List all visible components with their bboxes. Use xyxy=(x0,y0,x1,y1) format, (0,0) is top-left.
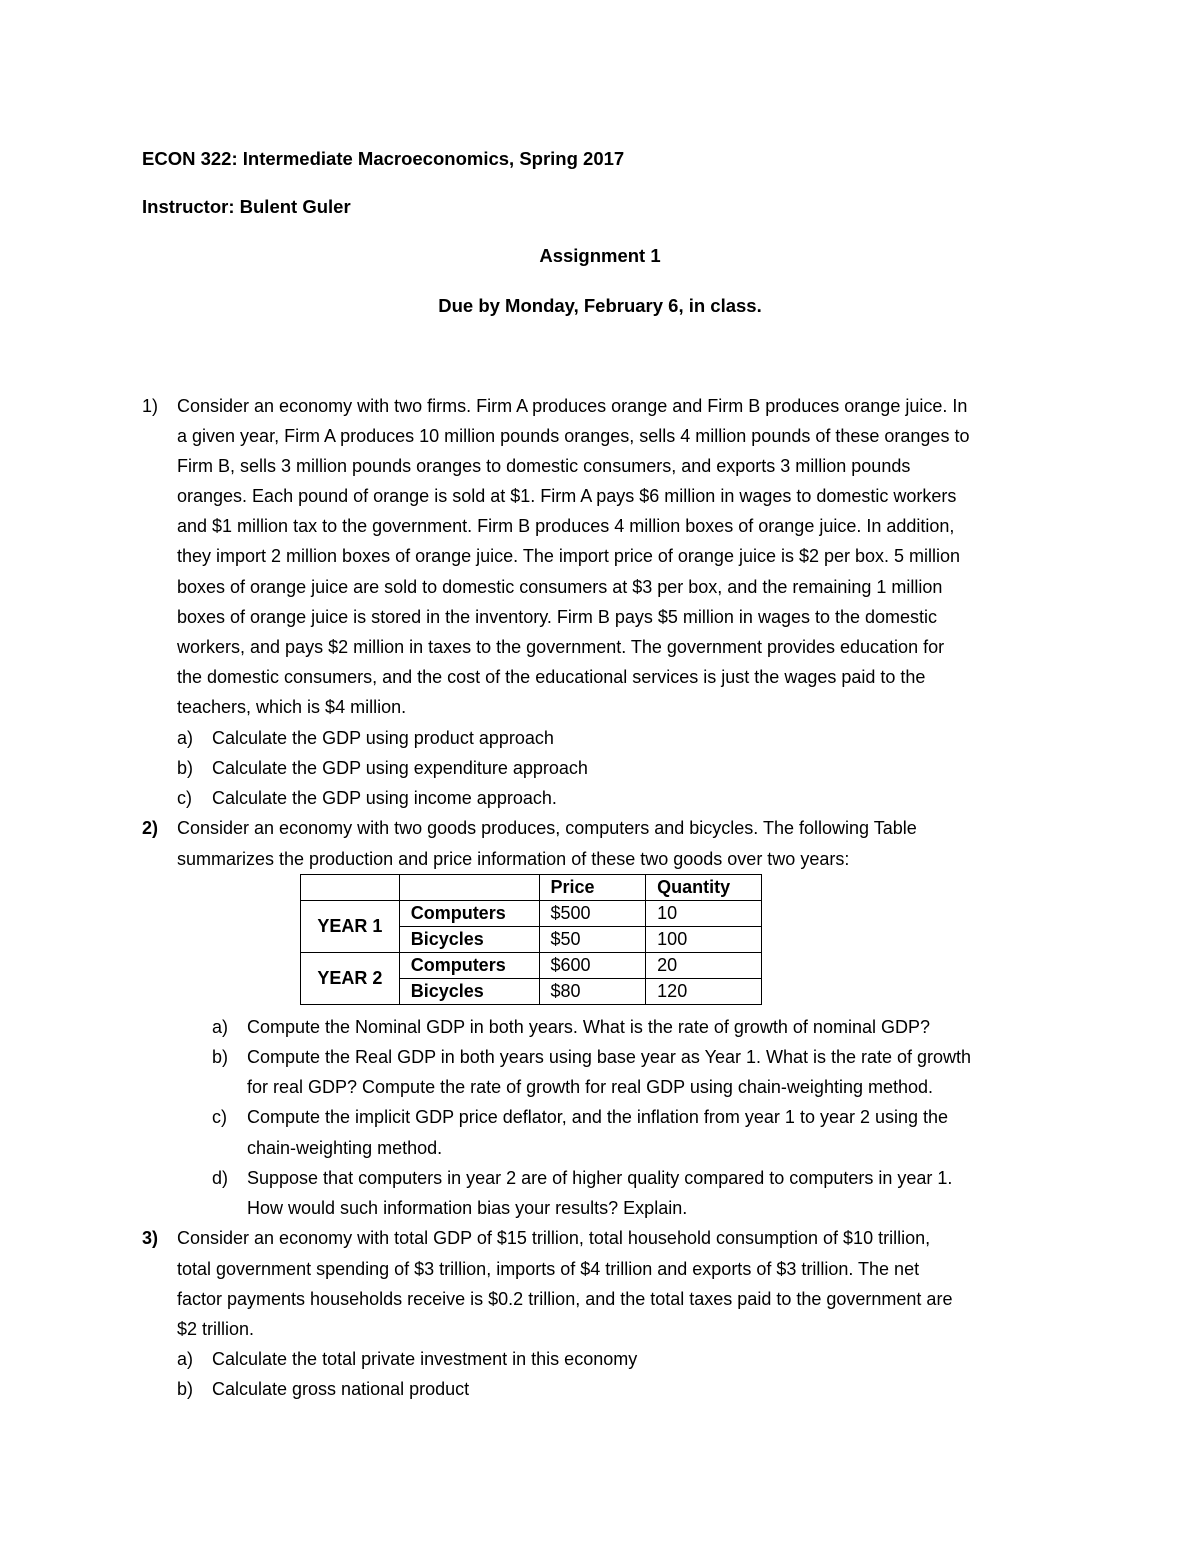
question-line: Consider an economy with total GDP of $15 trillion, total household consumption of $10 trillion, xyxy=(177,1228,931,1248)
part-text: for real GDP? Compute the rate of growth for real GDP using chain-weighting method. xyxy=(247,1077,934,1097)
part-text: How would such information bias your results? Explain. xyxy=(247,1198,688,1218)
question-line: and $1 million tax to the government. Firm B produces 4 million boxes of orange juice. In addition, xyxy=(177,516,955,536)
price-cell: $600 xyxy=(539,953,646,979)
question-line: Consider an economy with two firms. Firm A produces orange and Firm B produces orange juice. In xyxy=(177,396,968,416)
due-date: Due by Monday, February 6, in class. xyxy=(438,295,762,316)
table-header-row xyxy=(301,875,762,901)
question-line: teachers, which is $4 million. xyxy=(177,697,407,717)
price-cell: $500 xyxy=(539,901,646,927)
question-line: total government spending of $3 trillion, imports of $4 trillion and exports of $3 trillion. The net xyxy=(177,1259,920,1279)
question-number: 2) xyxy=(142,818,159,838)
table-cell xyxy=(399,875,539,901)
quantity-cell: 120 xyxy=(646,979,762,1005)
table-row xyxy=(301,901,762,927)
part-text: Compute the Real GDP in both years using base year as Year 1. What is the rate of growth xyxy=(247,1047,972,1067)
question-line: boxes of orange juice are sold to domestic consumers at $3 per box, and the remaining 1 million xyxy=(177,577,943,597)
part-text: chain-weighting method. xyxy=(247,1138,443,1158)
part-label: d) xyxy=(212,1168,229,1188)
good-name: Bicycles xyxy=(399,979,539,1005)
year-label: YEAR 2 xyxy=(301,953,400,1005)
part-label: a) xyxy=(177,728,194,748)
price-cell: $80 xyxy=(539,979,646,1005)
assignment-title: Assignment 1 xyxy=(539,245,661,266)
part-text: Calculate the GDP using income approach. xyxy=(212,788,557,808)
part-text: Compute the implicit GDP price deflator, and the inflation from year 1 to year 2 using the xyxy=(247,1107,949,1127)
question-number: 1) xyxy=(142,396,159,416)
table-cell xyxy=(301,875,400,901)
question-line: oranges. Each pound of orange is sold at $1. Firm A pays $6 million in wages to domestic workers xyxy=(177,486,957,506)
part-text: Suppose that computers in year 2 are of higher quality compared to computers in year 1. xyxy=(247,1168,953,1188)
quantity-cell: 20 xyxy=(646,953,762,979)
part-label: c) xyxy=(177,788,192,808)
part-text: Compute the Nominal GDP in both years. What is the rate of growth of nominal GDP? xyxy=(247,1017,930,1037)
instructor-line: Instructor: Bulent Guler xyxy=(142,196,351,217)
part-label: a) xyxy=(212,1017,229,1037)
part-text: Calculate the GDP using product approach xyxy=(212,728,554,748)
table-header-quantity: Quantity xyxy=(646,875,762,901)
good-name: Computers xyxy=(399,901,539,927)
quantity-cell: 10 xyxy=(646,901,762,927)
course-title: ECON 322: Intermediate Macroeconomics, Spring 2017 xyxy=(142,148,625,169)
part-text: Calculate the GDP using expenditure approach xyxy=(212,758,588,778)
part-label: b) xyxy=(177,1379,194,1399)
question-line: they import 2 million boxes of orange juice. The import price of orange juice is $2 per box. 5 million xyxy=(177,546,961,566)
question-line: Consider an economy with two goods produces, computers and bicycles. The following Table xyxy=(177,818,917,838)
good-name: Computers xyxy=(399,953,539,979)
question-line: the domestic consumers, and the cost of the educational services is just the wages paid to the xyxy=(177,667,926,687)
question-line: $2 trillion. xyxy=(177,1319,255,1339)
part-label: b) xyxy=(212,1047,229,1067)
price-quantity-table xyxy=(300,874,762,1005)
part-label: c) xyxy=(212,1107,227,1127)
question-line: factor payments households receive is $0.2 trillion, and the total taxes paid to the government are xyxy=(177,1289,953,1309)
question-line: boxes of orange juice is stored in the inventory. Firm B pays $5 million in wages to the domestic xyxy=(177,607,938,627)
question-number: 3) xyxy=(142,1228,159,1248)
part-text: Calculate gross national product xyxy=(212,1379,470,1399)
question-line: summarizes the production and price information of these two goods over two years: xyxy=(177,849,850,869)
table-header-price: Price xyxy=(539,875,646,901)
good-name: Bicycles xyxy=(399,927,539,953)
part-label: a) xyxy=(177,1349,194,1369)
part-text: Calculate the total private investment in this economy xyxy=(212,1349,638,1369)
part-label: b) xyxy=(177,758,194,778)
question-line: workers, and pays $2 million in taxes to the government. The government provides education for xyxy=(177,637,945,657)
price-cell: $50 xyxy=(539,927,646,953)
question-line: Firm B, sells 3 million pounds oranges to domestic consumers, and exports 3 million pounds xyxy=(177,456,911,476)
year-label: YEAR 1 xyxy=(301,901,400,953)
question-line: a given year, Firm A produces 10 million pounds oranges, sells 4 million pounds of these oranges to xyxy=(177,426,970,446)
quantity-cell: 100 xyxy=(646,927,762,953)
table-row xyxy=(301,953,762,979)
